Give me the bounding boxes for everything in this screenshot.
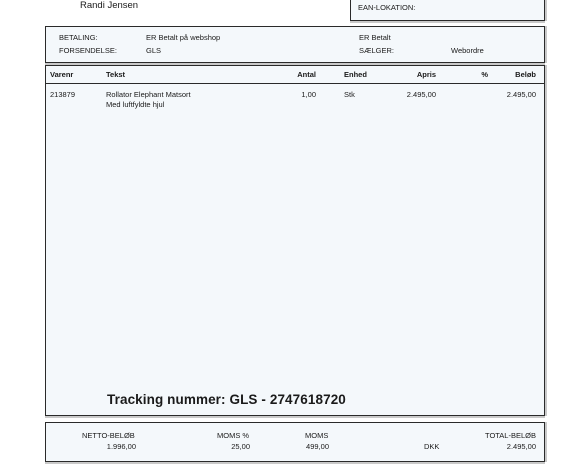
col-header-tekst: Tekst [106,70,126,79]
col-header-enhed: Enhed [344,70,367,79]
netto-value: 1.996,00 [106,442,136,451]
col-header-apris: Apris [416,70,436,79]
tracking-number: Tracking nummer: GLS - 2747618720 [107,392,346,407]
saelger-value: Webordre [451,46,484,55]
betaling-value: ER Betalt på webshop [146,33,221,42]
currency-label: DKK [424,442,440,451]
moms-label: MOMS [305,431,329,440]
col-header-belob: Beløb [515,70,536,79]
totals-box [45,422,545,462]
row-antal: 1,00 [301,90,316,99]
customer-name: Randi Jensen [80,0,139,11]
forsendelse-value: GLS [146,46,162,55]
moms-value: 499,00 [306,442,329,451]
moms-pct-label: MOMS % [217,431,250,440]
row-enhed: Stk [344,90,355,99]
order-lines-box [45,65,545,416]
row-varenr: 213879 [50,90,76,99]
forsendelse-label: FORSENDELSE: [59,46,117,55]
ean-label: EAN-LOKATION: [358,3,416,12]
col-header-varenr: Varenr [50,70,74,79]
row-apris: 2.495,00 [406,90,436,99]
betaling-status: ER Betalt [359,33,391,42]
total-label: TOTAL-BELØB [485,431,536,440]
row-tekst: Rollator Elephant Matsort [106,90,191,99]
col-header-pct: % [481,70,488,79]
info-box [45,26,545,63]
row-belob: 2.495,00 [506,90,536,99]
col-header-antal: Antal [297,70,316,79]
ean-box [350,0,545,21]
header-divider [46,83,544,84]
total-value: 2.495,00 [506,442,536,451]
moms-pct-value: 25,00 [231,442,250,451]
betaling-label: BETALING: [59,33,98,42]
netto-label: NETTO-BELØB [82,431,135,440]
saelger-label: SÆLGER: [359,46,395,55]
row-tekst-line2: Med luftfyldte hjul [106,100,165,109]
